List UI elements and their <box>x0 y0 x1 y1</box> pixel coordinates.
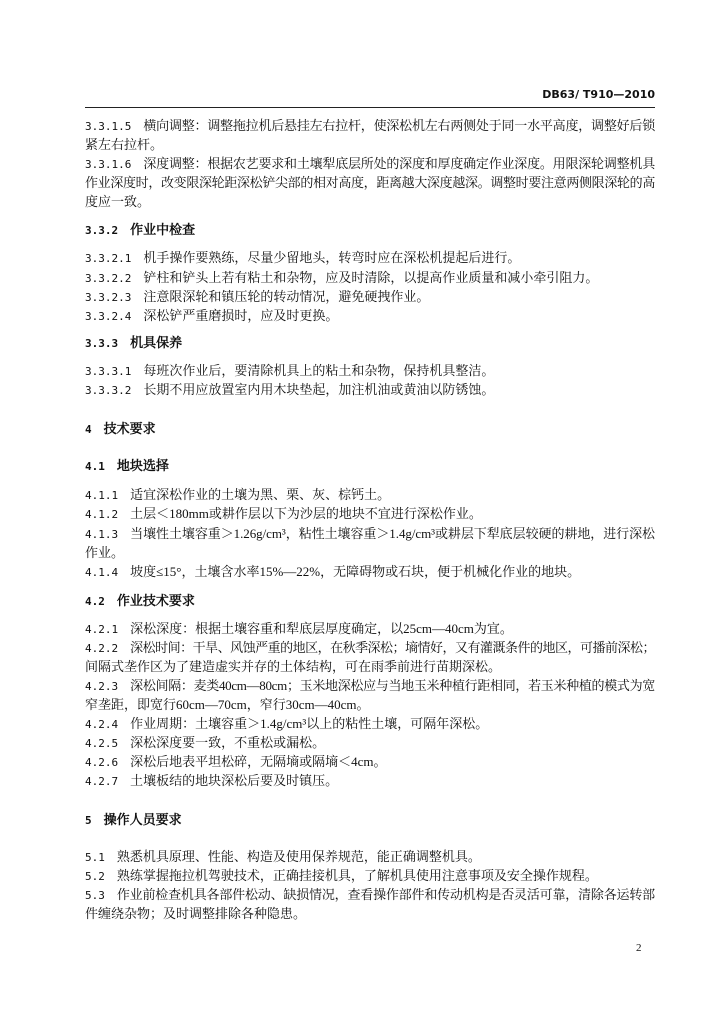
clause-text: 土壤板结的地块深松后要及时镇压。 <box>130 773 339 788</box>
heading-line <box>85 333 655 352</box>
clause-5-2 <box>85 866 655 885</box>
clause-4-2-1 <box>85 619 655 638</box>
clause-text: 深松铲严重磨损时，应及时更换。 <box>143 308 339 323</box>
clause-4-1-2 <box>85 504 655 523</box>
clause-number: 4.2.3 <box>85 680 119 693</box>
text-line <box>85 287 655 306</box>
text-line <box>85 504 655 523</box>
clause-text: 件缠绕杂物；及时调整排除各种隐患。 <box>85 906 307 922</box>
clause-text: 作业深度时，改变限深轮距深松铲尖部的相对高度，距离越大深度越深。调整时要注意两侧限深轮的高 <box>85 175 655 191</box>
clause-number: 3.3.2.3 <box>85 291 132 304</box>
clause-text: 间隔式垄作区为了建造虚实并存的土体结构，可在雨季前进行苗期深松。 <box>85 659 502 675</box>
heading-number: 3.3.3 <box>85 337 119 350</box>
header-rule <box>85 107 655 108</box>
clause-text: 深松间隔：麦类40cm—80cm；玉米地深松应与当地玉米种植行距相同，若玉米种植的模式为宽 <box>130 678 655 693</box>
clause-3-3-1-6 <box>85 154 655 212</box>
clause-4-1-4 <box>85 562 655 581</box>
clause-number: 4.2.2 <box>85 642 119 655</box>
clause-4-2-4 <box>85 714 655 733</box>
text-line <box>85 752 655 771</box>
clause-text: 深度调整：根据农艺要求和土壤犁底层所处的深度和厚度确定作业深度。用限深轮调整机具 <box>143 156 655 171</box>
clause-4-1-1 <box>85 485 655 504</box>
clause-text: 坡度≤15°，土壤含水率15%—22%，无障碍物或石块，便于机械化作业的地块。 <box>130 564 581 579</box>
clause-text: 土层＜180mm或耕作层以下为沙层的地块不宜进行深松作业。 <box>130 506 482 521</box>
clause-text: 深松时间：干旱、风蚀严重的地区，在秋季深松；墒情好，又有灌溉条件的地区，可播前深松； <box>130 640 655 655</box>
text-line <box>85 154 655 173</box>
clause-text: 作业。 <box>85 545 125 561</box>
text-line <box>85 847 655 866</box>
text-line <box>85 543 655 562</box>
clause-text: 机手操作要熟练，尽量少留地头，转弯时应在深松机提起后进行。 <box>143 250 521 265</box>
text-line <box>85 116 655 135</box>
text-line <box>85 733 655 752</box>
heading-text: 地块选择 <box>116 459 169 474</box>
clause-4-1-3 <box>85 524 655 562</box>
clause-text: 长期不用应放置室内用木块垫起，加注机油或黄油以防锈蚀。 <box>143 382 495 397</box>
heading-4-2 <box>85 591 655 610</box>
text-line <box>85 676 655 695</box>
heading-text: 作业中检查 <box>130 223 196 238</box>
clause-number: 4.2.6 <box>85 756 119 769</box>
heading-3-3-2 <box>85 220 655 239</box>
clause-text: 深松深度要一致，不重松或漏松。 <box>130 735 326 750</box>
clause-text: 窄垄距，即宽行60cm—70cm，窄行30cm—40cm。 <box>85 697 370 713</box>
text-line <box>85 135 655 154</box>
clause-3-3-2-4 <box>85 306 655 325</box>
text-line <box>85 268 655 287</box>
text-line <box>85 192 655 211</box>
clause-text: 度应一致。 <box>85 194 151 210</box>
text-line <box>85 524 655 543</box>
text-line <box>85 306 655 325</box>
text-line <box>85 485 655 504</box>
clause-3-3-3-1 <box>85 361 655 380</box>
chapter-heading-5 <box>85 810 655 829</box>
clause-number: 3.3.2.1 <box>85 252 132 265</box>
heading-line <box>85 419 655 438</box>
clause-text: 作业前检查机具各部件松动、缺损情况，查看操作部件和传动机构是否灵活可靠，清除各运转部 <box>116 887 655 902</box>
clause-4-2-3 <box>85 676 655 714</box>
clause-text: 铲柱和铲头上若有粘土和杂物，应及时清除，以提高作业质量和减小牵引阻力。 <box>143 270 599 285</box>
clause-3-3-1-5 <box>85 116 655 154</box>
clause-number: 4.1.4 <box>85 566 119 579</box>
clause-number: 5.1 <box>85 851 105 864</box>
text-line <box>85 885 655 904</box>
clause-text: 熟悉机具原理、性能、构造及使用保养规范，能正确调整机具。 <box>116 849 481 864</box>
clause-4-2-7 <box>85 771 655 790</box>
heading-text: 作业技术要求 <box>116 594 195 609</box>
clause-number: 3.3.3.2 <box>85 384 132 397</box>
heading-number: 3.3.2 <box>85 224 119 237</box>
heading-number: 4.1 <box>85 460 105 473</box>
page-number: 2 <box>636 942 642 954</box>
clause-4-2-5 <box>85 733 655 752</box>
clause-5-1 <box>85 847 655 866</box>
clause-4-2-2 <box>85 638 655 676</box>
text-line <box>85 619 655 638</box>
clause-text: 紧左右拉杆。 <box>85 137 164 153</box>
text-line <box>85 638 655 657</box>
heading-3-3-3 <box>85 333 655 352</box>
clause-text: 深松后地表平坦松碎，无隔墒或隔墒＜4cm。 <box>130 754 387 769</box>
clause-number: 4.1.1 <box>85 489 119 502</box>
clause-text: 注意限深轮和镇压轮的转动情况，避免硬拽作业。 <box>143 289 430 304</box>
clause-text: 适宜深松作业的土壤为黑、栗、灰、棕钙土。 <box>130 487 391 502</box>
clause-text: 深松深度：根据土壤容重和犁底层厚度确定，以25cm—40cm为宜。 <box>130 621 513 636</box>
clause-text: 当壤性土壤容重＞1.26g/cm³，粘性土壤容重＞1.4g/cm³或耕层下犁底层较硬的耕地，进行深松 <box>130 526 655 541</box>
text-line <box>85 173 655 192</box>
heading-4-1 <box>85 456 655 475</box>
clause-4-2-6 <box>85 752 655 771</box>
clause-number: 3.3.1.6 <box>85 158 132 171</box>
clause-3-3-2-2 <box>85 268 655 287</box>
text-line <box>85 771 655 790</box>
heading-line <box>85 591 655 610</box>
text-line <box>85 904 655 923</box>
heading-number: 4.2 <box>85 595 105 608</box>
heading-text: 技术要求 <box>103 422 156 437</box>
text-line <box>85 866 655 885</box>
heading-number: 4 <box>85 423 92 436</box>
clause-number: 3.3.1.5 <box>85 120 132 133</box>
text-line <box>85 714 655 733</box>
text-line <box>85 248 655 267</box>
clause-text: 熟练掌握拖拉机驾驶技术，正确挂接机具，了解机具使用注意事项及安全操作规程。 <box>116 868 598 883</box>
clause-number: 4.2.4 <box>85 718 119 731</box>
clause-3-3-3-2 <box>85 380 655 399</box>
heading-line <box>85 810 655 829</box>
text-line <box>85 695 655 714</box>
clause-number: 5.2 <box>85 870 105 883</box>
clause-text: 作业周期：土壤容重＞1.4g/cm³以上的粘性土壤，可隔年深松。 <box>130 716 489 731</box>
heading-number: 5 <box>85 814 92 827</box>
clause-number: 3.3.2.2 <box>85 272 132 285</box>
text-line <box>85 657 655 676</box>
clause-number: 4.2.7 <box>85 775 119 788</box>
clause-3-3-2-1 <box>85 248 655 267</box>
clause-text: 每班次作业后，要清除机具上的粘土和杂物，保持机具整洁。 <box>143 363 495 378</box>
standard-code-header: DB63/ T910—2010 <box>542 88 655 101</box>
heading-line <box>85 220 655 239</box>
clause-3-3-2-3 <box>85 287 655 306</box>
clause-5-3 <box>85 885 655 923</box>
clause-number: 5.3 <box>85 889 105 902</box>
clause-number: 4.2.5 <box>85 737 119 750</box>
clause-number: 4.1.3 <box>85 528 119 541</box>
text-line <box>85 562 655 581</box>
clause-text: 横向调整：调整拖拉机后悬挂左右拉杆，使深松机左右两侧处于同一水平高度，调整好后锁 <box>143 118 655 133</box>
text-line <box>85 380 655 399</box>
chapter-heading-4 <box>85 419 655 438</box>
heading-line <box>85 456 655 475</box>
clause-number: 3.3.2.4 <box>85 310 132 323</box>
heading-text: 机具保养 <box>130 336 183 351</box>
clause-number: 4.1.2 <box>85 508 119 521</box>
heading-text: 操作人员要求 <box>103 813 182 828</box>
clause-number: 4.2.1 <box>85 623 119 636</box>
text-line <box>85 361 655 380</box>
clause-number: 3.3.3.1 <box>85 365 132 378</box>
